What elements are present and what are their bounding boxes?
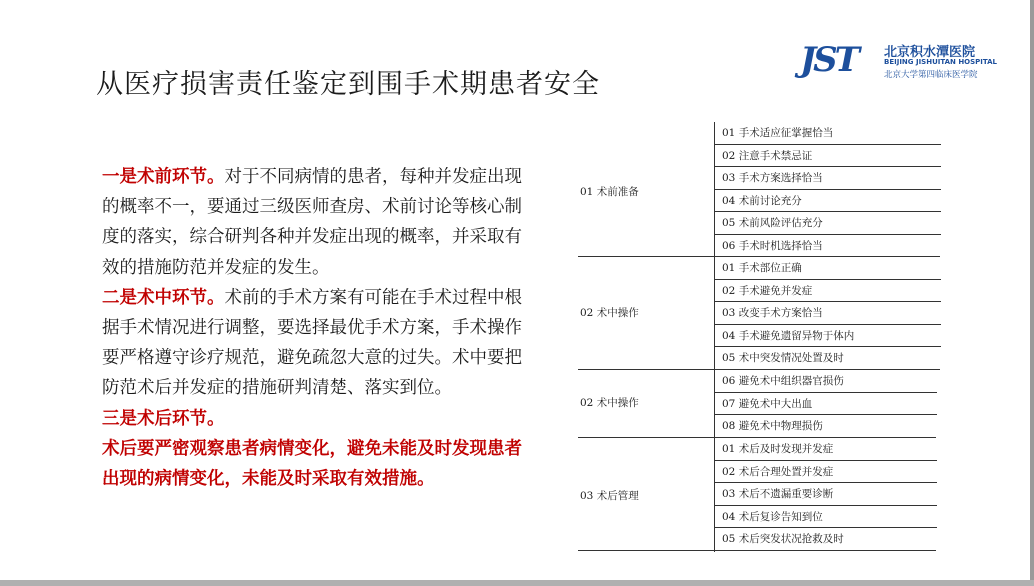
table-row: 05 术中突发情况处置及时 [722, 352, 844, 364]
table-row: 01 术后及时发现并发症 [715, 438, 937, 461]
paragraph-intraop [102, 283, 534, 404]
paragraph-text: 术后要严密观察患者病情变化，避免未能及时发现患者出现的病情变化，未能及时采取有效措施。 [102, 438, 522, 490]
hospital-logo [800, 40, 1000, 82]
paragraph-lead: 一是术前环节。 [102, 167, 225, 187]
paragraph-lead: 三是术后环节。 [102, 408, 225, 429]
table-row: 06 手术时机选择恰当 [722, 239, 823, 252]
table-row: 02 手术避免并发症 [715, 280, 941, 303]
table-row: 02 术后合理处置并发症 [715, 461, 937, 484]
table-row: 01 手术适应征掌握恰当 [715, 122, 941, 145]
slide-title: 从医疗损害责任鉴定到围手术期患者安全 [96, 69, 600, 100]
table-row: 04 术前讨论充分 [715, 190, 941, 213]
table-row: 03 改变手术方案恰当 [715, 302, 941, 325]
group-label: 03 术后管理 [580, 490, 639, 502]
table-row: 01 手术部位正确 [715, 257, 941, 280]
table-row: 05 术前风险评估充分 [715, 212, 941, 235]
table-row: 04 术后复诊告知到位 [715, 506, 937, 529]
table-row: 03 术后不遗漏重要诊断 [715, 483, 937, 506]
table-group-preop [578, 122, 948, 257]
paragraph-text: 对于不同病情的患者，每种并发症出现的概率不一，要通过三级医师查房、术前讨论等核心制度的落实，综合研判各种并发症出现的概率，并采取有效的措施防范并发症的发生。 [102, 167, 522, 278]
table-row: 04 手术避免遗留异物于体内 [715, 325, 941, 348]
group-label: 02 术中操作 [580, 397, 639, 409]
table-bottom-border [578, 550, 936, 551]
table-group-postop [578, 438, 948, 552]
table-group-intraop [578, 257, 948, 369]
group-label: 02 术中操作 [580, 307, 639, 319]
slide-frame-bottom [0, 580, 1034, 586]
group-label: 01 术前准备 [580, 186, 639, 198]
paragraph-postop [102, 434, 534, 494]
logo-name-cn: 北京积水潭医院 [884, 45, 976, 60]
table-row: 05 术后突发状况抢救及时 [722, 533, 844, 545]
paragraph-postop-lead [102, 404, 534, 434]
table-row: 08 避免术中物理损伤 [722, 420, 823, 432]
logo-name-en: BEIJING JISHUITAN HOSPITAL [884, 58, 998, 66]
paragraph-text: 术前的手术方案有可能在手术过程中根据手术情况进行调整，要选择最优手术方案，手术操作要严格遵守诊疗规范，避免疏忽大意的过失。术中要把防范术后并发症的措施研判清楚、落实到位。 [102, 287, 522, 399]
table-group-intraop-cont [578, 369, 948, 438]
logo-mark: JST [800, 40, 857, 80]
logo-subtitle: 北京大学第四临床医学院 [884, 70, 978, 80]
paragraph-preop [102, 162, 534, 283]
table-row: 03 手术方案选择恰当 [715, 167, 941, 190]
table-row: 06 避免术中组织器官损伤 [715, 370, 937, 393]
table-row: 02 注意手术禁忌证 [715, 145, 941, 168]
table-row: 07 避免术中大出血 [715, 393, 937, 416]
body-text [102, 162, 534, 494]
paragraph-lead: 二是术中环节。 [102, 287, 225, 308]
slide-frame-right [1030, 0, 1034, 586]
safety-checklist-table [578, 122, 948, 554]
